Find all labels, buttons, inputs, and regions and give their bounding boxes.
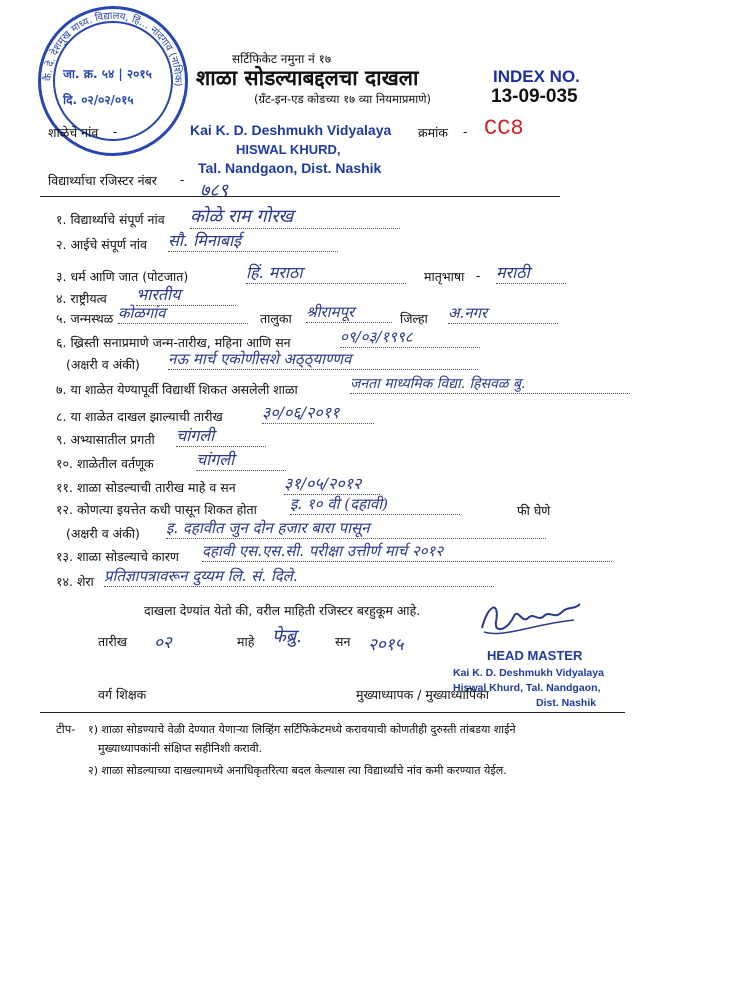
field-label-1: १. विद्यार्थ्याचे संपूर्ण नांव: [56, 212, 165, 227]
register-number-value: ७८९: [200, 180, 229, 201]
field-value-10: चांगली: [176, 424, 266, 447]
field-label-5: ५. जन्मस्थळ: [56, 311, 114, 326]
year-label: सन: [335, 634, 351, 649]
headmaster-title: HEAD MASTER: [487, 648, 583, 663]
district-label: जिल्हा: [400, 311, 428, 326]
note-2: २) शाळा सोडल्याच्या दाखल्यामध्ये अनाधिकृतरित्या बदल केल्यास त्या विद्यार्थ्यांचे नांव कमी करण्यात येईल.: [88, 764, 507, 777]
field-label-13: १२. कोणत्या इयत्तेत कधी पासून शिकत होता: [56, 502, 257, 517]
mother-tongue-value: मराठी: [496, 261, 566, 284]
headmaster-signature: [474, 594, 584, 644]
principal-label: मुख्याध्यापक / मुख्याध्यापिका: [356, 687, 489, 702]
school-name-line1: Kai K. D. Deshmukh Vidyalaya: [190, 122, 392, 138]
certification-text: दाखला देण्यांत येतो की, वरील माहिती रजिस्टर बरहुकूम आहे.: [144, 603, 421, 618]
mother-tongue-label: मातृभाषा: [424, 269, 465, 284]
field-label-12: ११. शाळा सोडल्याची तारीख माहे व सन: [56, 480, 236, 495]
seal-ring-label: कै. दे. देशमुख माध्य. विद्यालय, हिं... नांदगाव (नाशिक): [42, 10, 184, 87]
field-value-6: ०९/०३/१९९८: [340, 327, 480, 348]
school-name-label: शाळेचे नांव: [48, 125, 99, 140]
year-value: २०१५: [368, 635, 404, 655]
headmaster-district: Dist. Nashik: [536, 697, 597, 709]
field-label-4: ४. राष्ट्रीयत्व: [56, 291, 107, 306]
field-value-12: ३१/०५/२०१२: [284, 472, 380, 495]
seal-date: दि. ०२/०२/०१५: [63, 93, 134, 107]
month-label: माहे: [237, 634, 255, 649]
month-value: फेब्रु.: [272, 626, 302, 647]
field-value-14: इ. दहावीत जुन दोन हजार बारा पासून: [166, 518, 546, 539]
field-label-11: १०. शाळेतील वर्तणूक: [56, 456, 154, 471]
district-value: अ.नगर: [448, 303, 558, 324]
field-label-8: ७. या शाळेत येण्यापूर्वी विद्यार्थी शिकत असलेली शाळा: [56, 382, 298, 397]
seal-reg-no: जा. क्र. ५४ | २०१५: [63, 67, 152, 81]
form-number: सर्टिफिकेट नमुना नं १७: [232, 52, 332, 66]
field-label-10: ९. अभ्यासातील प्रगती: [56, 432, 155, 447]
headmaster-school: Kai K. D. Deshmukh Vidyalaya: [453, 667, 604, 679]
note-1-line-2: मुख्याध्यापकांनी संक्षिप्त सहीनिशी करावी.: [98, 742, 263, 755]
field-value-4: भारतीय: [136, 283, 236, 306]
field-label-15: १३. शाळा सोडल्याचे कारण: [56, 549, 179, 564]
field-value-13: इ. १० वी (दहावी): [290, 494, 460, 515]
field-value-11: चांगली: [196, 448, 286, 471]
field-value-2: सौ. मिनाबाई: [168, 229, 338, 252]
taluka-value: श्रीरामपूर: [306, 302, 392, 323]
date-label: तारीख: [98, 634, 127, 649]
serial-number-label: क्रमांक: [418, 125, 448, 140]
serial-number-value: CC8: [484, 116, 524, 141]
field-label-2: २. आईचे संपूर्ण नांव: [56, 237, 147, 252]
class-teacher-label: वर्ग शिक्षक: [98, 687, 147, 702]
date-value: ०२: [154, 633, 172, 653]
field-value-3: हिं. मराठा: [246, 261, 406, 284]
field-label-9: ८. या शाळेत दाखल झाल्याची तारीख: [56, 409, 223, 424]
note-label: टीप-: [56, 722, 76, 736]
school-name-line3: Tal. Nandgaon, Dist. Nashik: [198, 160, 382, 176]
field-label-14: (अक्षरी व अंकी): [66, 526, 140, 541]
note-1-line-1: १) शाळा सोडण्याचे वेळी देण्यात येणाऱ्या लिव्हिंग सर्टिफिकेटमध्ये करावयाची कोणतीही दुरुस्ती तांबडया शाईने: [88, 723, 516, 736]
field-value-15: दहावी एस.एस.सी. परीक्षा उत्तीर्ण मार्च २०१२: [202, 541, 612, 562]
field-value-5: कोळगांव: [118, 303, 248, 324]
index-label: INDEX NO.: [493, 67, 580, 86]
field-label-16: १४. शेरा: [56, 574, 94, 589]
field-value-16: प्रतिज्ञापत्रावरून दुय्यम लि. सं. दिले.: [104, 566, 494, 587]
field-value-8: जनता माध्यमिक विद्या. हिसवळ बु.: [350, 374, 630, 394]
register-number-label: विद्यार्थ्याचा रजिस्टर नंबर: [48, 173, 157, 188]
field-label-6: ६. ख्रिस्ती सनाप्रमाणे जन्म-तारीख, महिना आणि सन: [56, 335, 291, 350]
index-value: 13-09-035: [491, 86, 578, 107]
field-label-3: ३. धर्म आणि जात (पोटजात): [56, 269, 189, 284]
fee-label: फी घेणे: [517, 503, 551, 518]
field-value-1: कोळे राम गोरख: [190, 204, 400, 229]
certificate-subtitle: (ग्रँट-इन-एड कोडच्या १७ व्या नियमाप्रमाणे): [254, 92, 432, 106]
field-label-7: (अक्षरी व अंकी): [66, 357, 140, 372]
school-name-line2: HISWAL KHURD,: [236, 142, 341, 157]
taluka-label: तालुका: [260, 311, 292, 326]
headmaster-place: Hiswal Khurd, Tal. Nandgaon,: [453, 682, 601, 694]
field-value-7: नऊ मार्च एकोणीसशे अठ्ठ्याण्णव: [168, 349, 478, 370]
field-value-9: ३०/०६/२०११: [262, 401, 374, 424]
certificate-title: शाळा सोडल्याबद्दलचा दाखला: [196, 66, 419, 90]
